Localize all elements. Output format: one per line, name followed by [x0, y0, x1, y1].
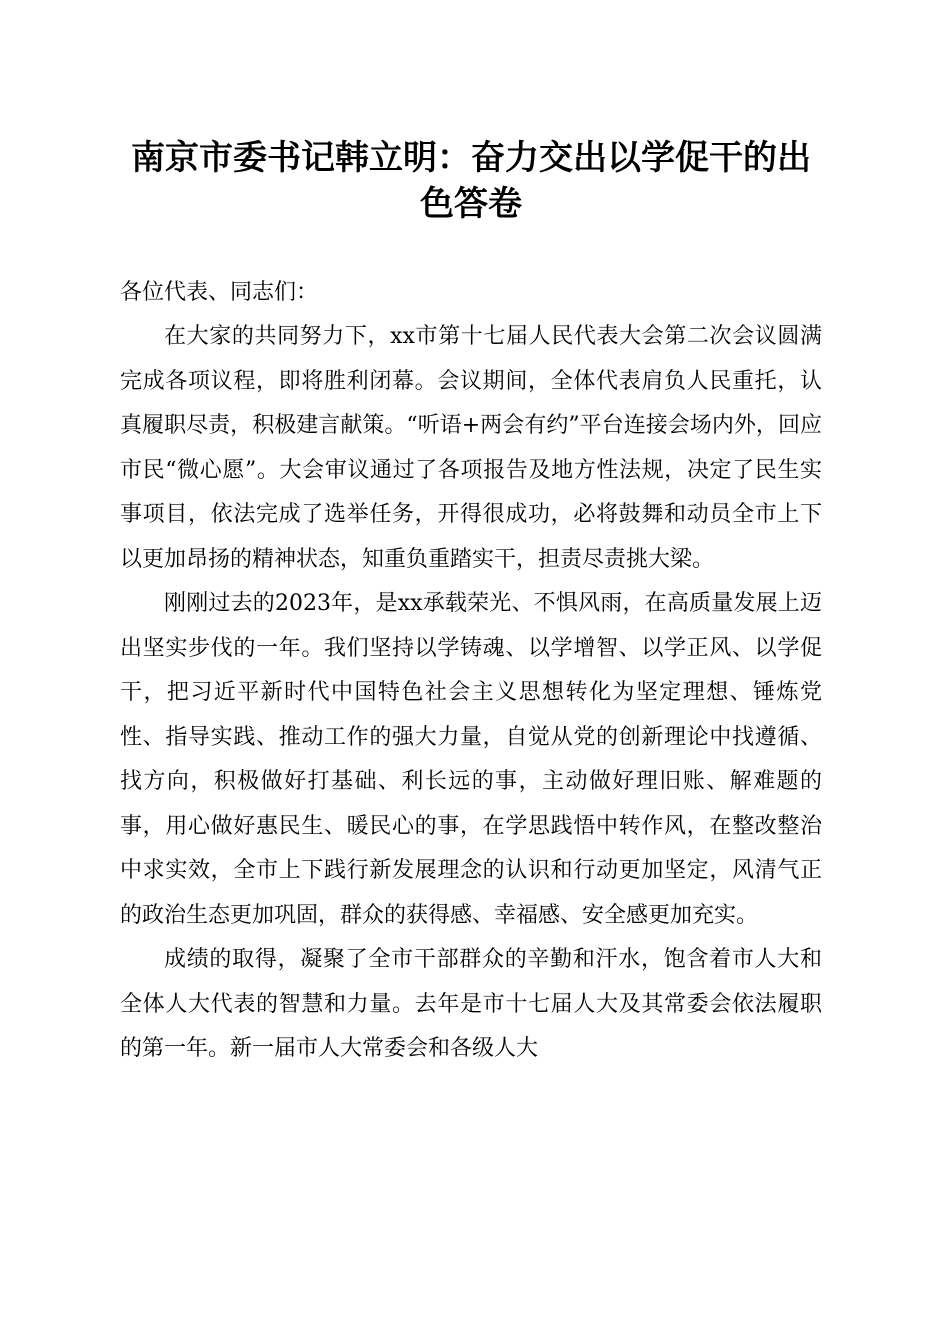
salutation: 各位代表、同志们： — [120, 280, 319, 305]
body-paragraph-3: 成绩的取得，凝聚了全市干部群众的辛勤和汗水，饱含着市人大和全体人大代表的智慧和力量。去年是市十七届人大及其常委会依法履职的第一年。新一届市人大常委会和各级人大 — [120, 947, 822, 1061]
document-title — [120, 135, 822, 227]
document-title-line-2: 色答卷 — [420, 184, 522, 224]
body-paragraph-1: 在大家的共同努力下，xx市第十七届人民代表大会第二次会议圆满完成各项议程，即将胜利闭幕。会议期间，全体代表肩负人民重托，认真履职尽责，积极建言献策。“听语+两会有约”平台连接会场内外，回应市民“微心愿”。大会审议通过了各项报告及地方性法规，决定了民生实事项目，依法完成了选举任务，开得很成功，必将鼓舞和动员全市上下以更加昂扬的精神状态，知重负重踏实干，担责尽责挑大梁。 — [120, 324, 822, 572]
document-title-line-1: 南京市委书记韩立明：奋力交出以学促干的出 — [131, 138, 811, 178]
body-paragraph-2: 刚刚过去的2023年，是xx承载荣光、不惧风雨，在高质量发展上迈出坚实步伐的一年。我们坚持以学铸魂、以学增智、以学正风、以学促干，把习近平新时代中国特色社会主义思想转化为坚定理想、锤炼党性、指导实践、推动工作的强大力量，自觉从党的创新理论中找遵循、找方向，积极做好打基础、利长远的事，主动做好理旧账、解难题的事，用心做好惠民生、暖民心的事，在学思践悟中转作风，在整改整治中求实效，全市上下践行新发展理念的认识和行动更加坚定，风清气正的政治生态更加巩固，群众的获得感、幸福感、安全感更加充实。 — [120, 591, 822, 928]
